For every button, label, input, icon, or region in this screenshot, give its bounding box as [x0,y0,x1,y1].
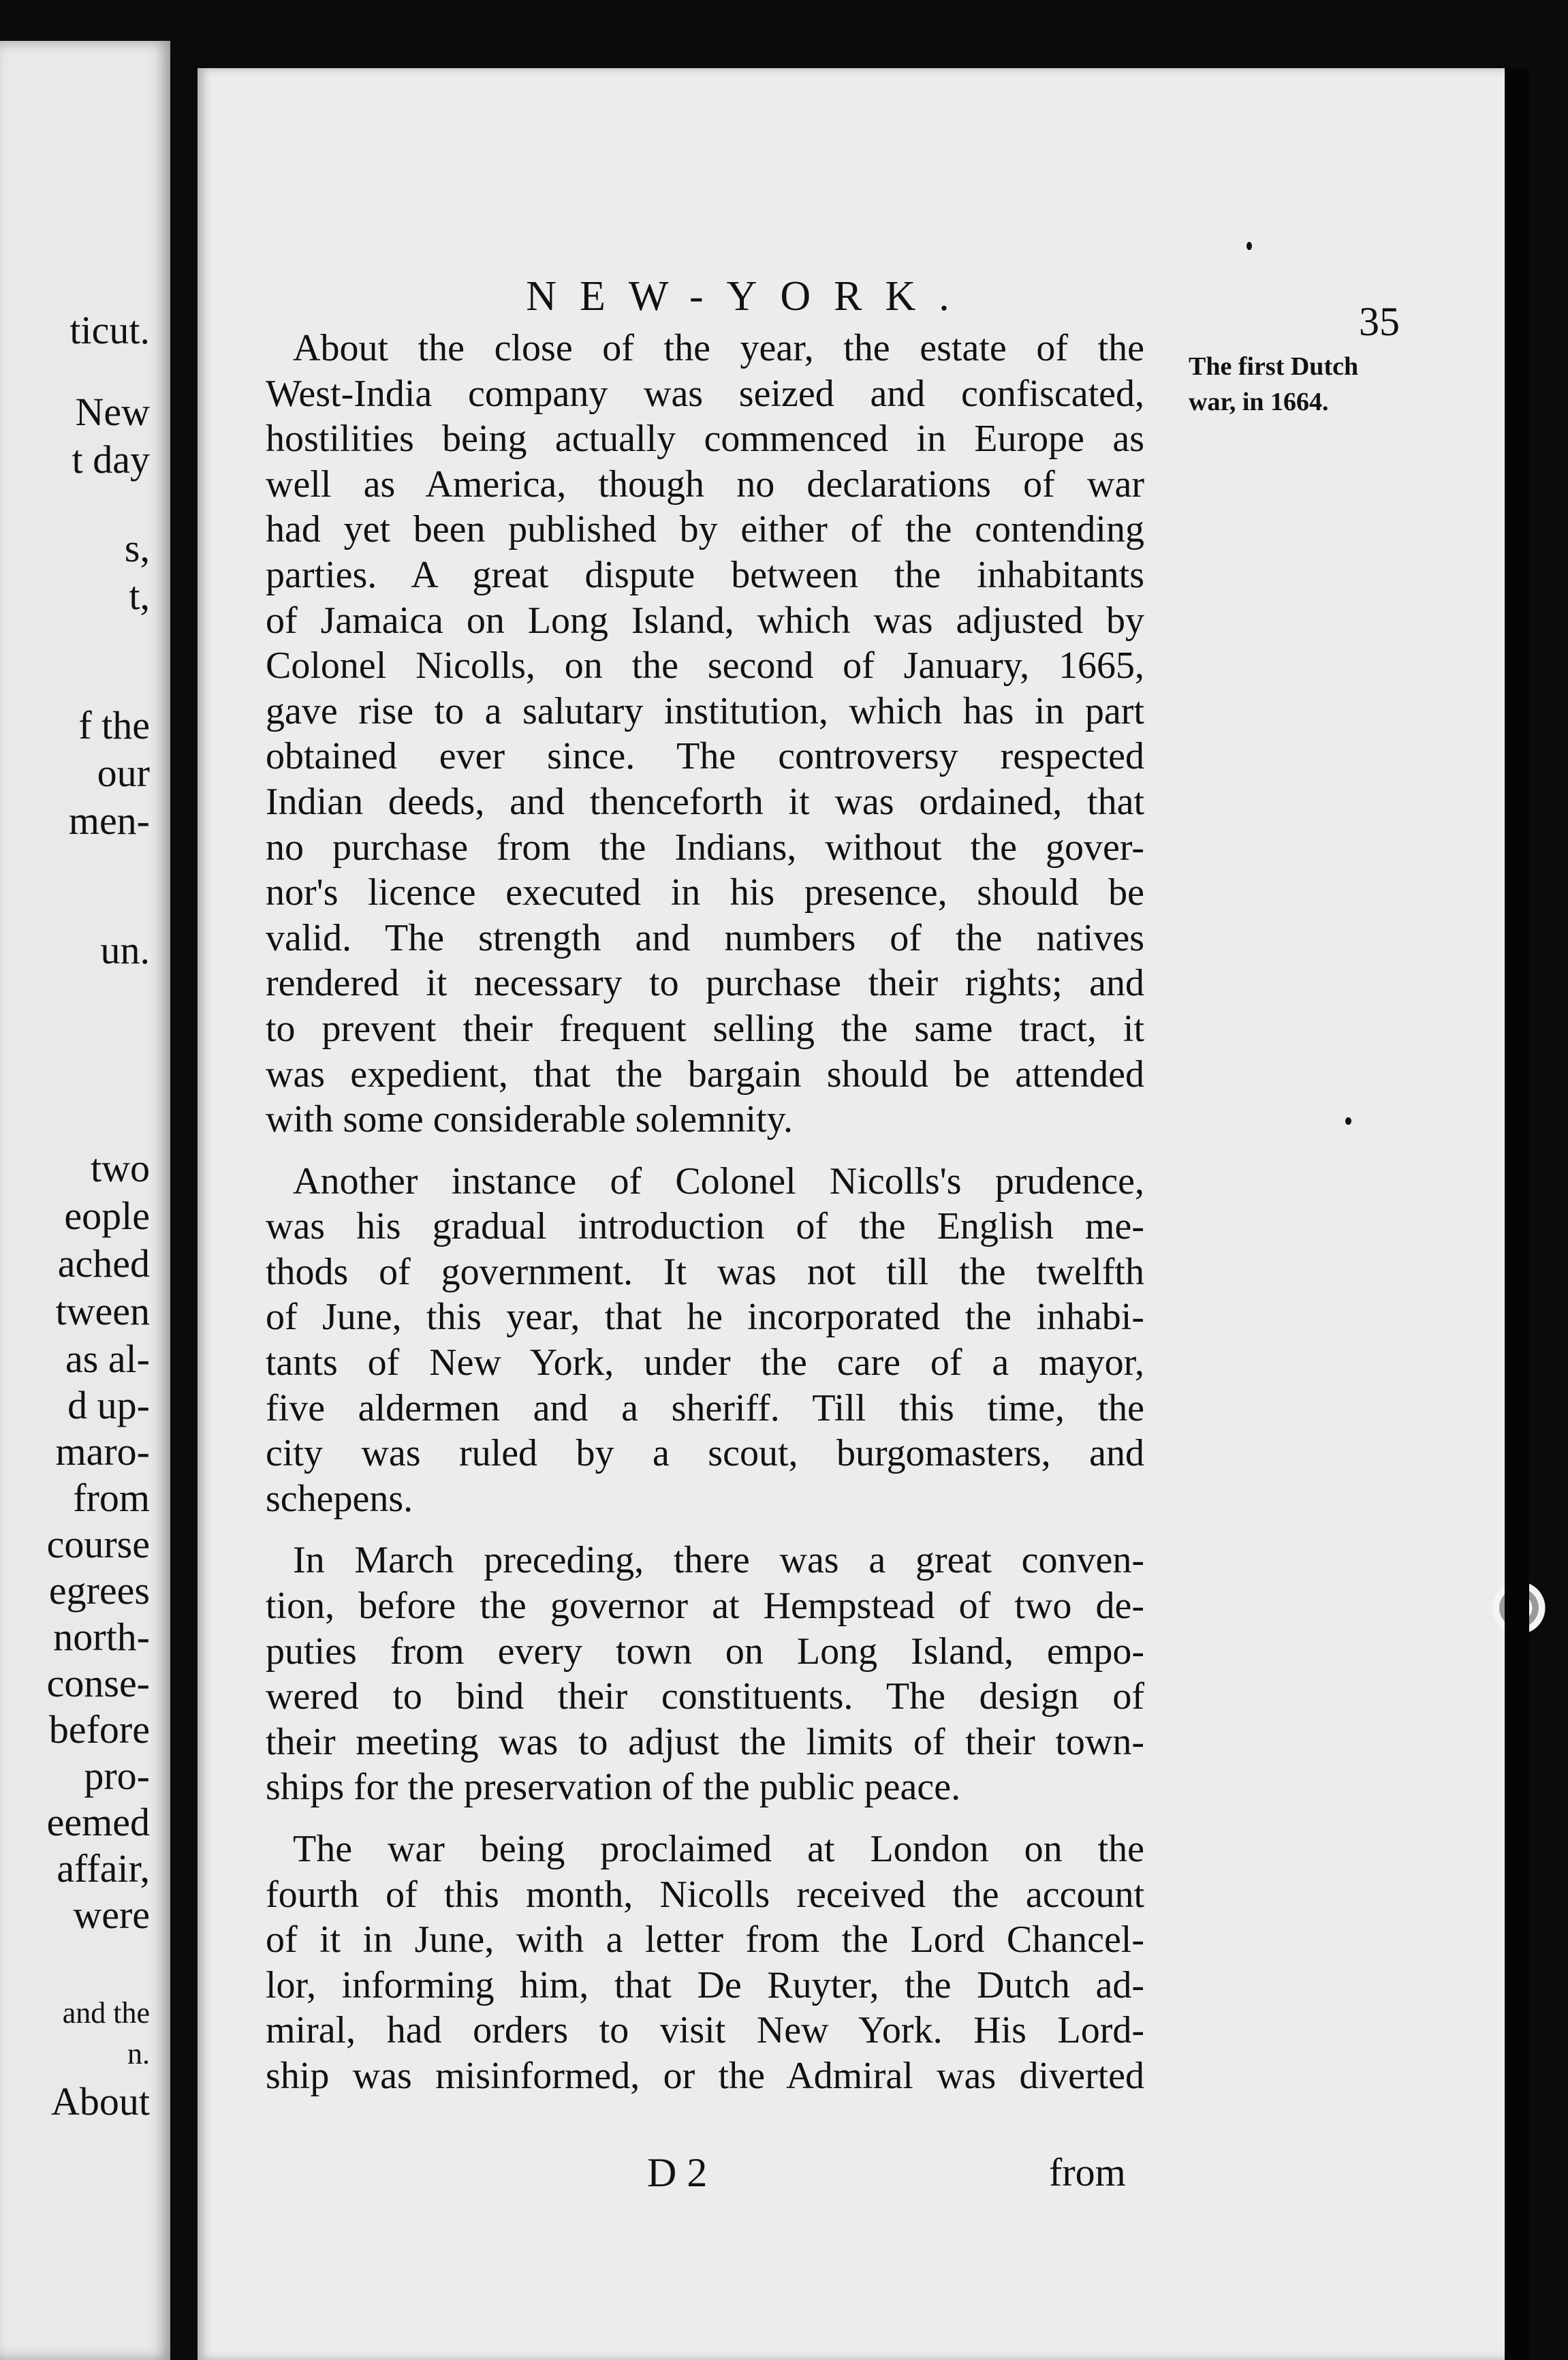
paragraph [266,1538,1144,1810]
facing-line: course [46,1522,150,1566]
text-line: ships for the preservation of the public peace. [266,1766,961,1809]
text-line: city was ruled by a scout, burgomasters, and [266,1432,1144,1475]
text-line: West-India company was seized and confiscated, [266,372,1144,415]
text-line: was expedient, that the bargain should be attended [266,1053,1144,1096]
facing-line: from [73,1476,150,1520]
text-line: Another instance of Colonel Nicolls's prudence, [293,1160,1144,1202]
catchword: from [1049,2150,1126,2194]
facing-line: and the [62,1996,150,2030]
facing-line: d up- [67,1383,150,1427]
facing-line: affair, [57,1846,150,1891]
facing-line: eople [64,1194,150,1238]
text-line: wered to bind their constituents. The design of [266,1675,1144,1718]
text-line: well as America, though no declarations of war [266,463,1144,506]
text-line: lor, informing him, that De Ruyter, the Dutch ad- [266,1963,1144,2006]
text-line: of it in June, with a letter from the Lord Chancel- [266,1919,1144,1961]
signature-mark: D 2 [647,2150,708,2195]
facing-line: ticut. [69,308,150,352]
text-line: to prevent their frequent selling the same tract, it [266,1007,1144,1050]
text-line: gave rise to a salutary institution, which has in part [266,689,1144,732]
text-line: tion, before the governor at Hempstead of two de- [266,1585,1144,1628]
ink-speck [1345,1117,1351,1125]
ink-speck [1246,242,1252,250]
facing-line: t day [72,437,150,482]
facing-line: About [51,2079,150,2124]
book-page [198,68,1529,2360]
paragraph [266,1827,1144,2099]
text-line: obtained ever since. The controversy respected [266,735,1144,778]
text-line: had yet been published by either of the contending [266,508,1144,551]
marginal-note-line: The first Dutch [1189,352,1359,381]
body-text [266,326,1144,2099]
text-line: with some considerable solemnity. [266,1098,793,1141]
marginal-note-line: war, in 1664. [1189,388,1329,416]
text-line: of Jamaica on Long Island, which was adjusted by [266,599,1144,642]
page-number: 35 [1359,299,1400,344]
text-line: thods of government. It was not till the twelfth [266,1250,1144,1293]
text-line: About the close of the year, the estate of the [293,327,1144,369]
text-line: hostilities being actually commenced in Europe as [266,418,1144,461]
text-line: puties from every town on Long Island, empo- [266,1630,1144,1673]
facing-line: n. [127,2037,150,2070]
text-line: rendered it necessary to purchase their rights; and [266,962,1144,1005]
page-edge-shadow [1505,68,1529,2360]
text-line: Indian deeds, and thenceforth it was ordained, that [266,780,1144,823]
text-line: miral, had orders to visit New York. His Lord- [266,2009,1144,2052]
text-line: parties. A great dispute between the inhabitants [266,553,1144,596]
facing-line: north- [53,1615,150,1659]
facing-line: two [91,1146,150,1190]
marginal-note [1189,349,1400,420]
facing-line: un. [100,928,150,972]
text-line: In March preceding, there was a great conven- [293,1539,1144,1582]
facing-line: maro- [55,1429,150,1474]
facing-line: egrees [48,1568,150,1613]
text-line: fourth of this month, Nicolls received the account [266,1873,1144,1916]
paragraph [266,326,1144,1143]
text-line: schepens. [266,1477,413,1520]
text-line: five aldermen and a sheriff. Till this time, the [266,1386,1144,1429]
paragraph [266,1159,1144,1522]
text-line: valid. The strength and numbers of the natives [266,916,1144,959]
facing-line: were [73,1893,150,1937]
facing-page [0,41,170,2360]
facing-line: as al- [65,1337,150,1381]
facing-line: t, [129,574,150,618]
facing-line: tween [55,1289,150,1333]
text-line: tants of New York, under the care of a mayor, [266,1341,1144,1384]
facing-line: s, [124,526,150,570]
text-line: nor's licence executed in his presence, should be [266,871,1144,914]
facing-line: men- [68,798,150,843]
text-line: their meeting was to adjust the limits of their town- [266,1720,1144,1763]
facing-line: f the [78,703,150,747]
facing-line: conse- [46,1661,150,1705]
text-line: was his gradual introduction of the English me- [266,1205,1144,1248]
running-head: NEW-YORK. [526,273,973,320]
facing-line: ached [57,1241,150,1286]
facing-line: New [75,390,150,434]
text-line: ship was misinformed, or the Admiral was diverted [266,2054,1144,2097]
facing-line: eemed [46,1800,150,1844]
text-line: The war being proclaimed at London on the [293,1828,1144,1870]
facing-line: our [97,751,150,795]
text-line: of June, this year, that he incorporated the inhabi- [266,1296,1144,1339]
facing-line: pro- [84,1754,150,1798]
text-line: Colonel Nicolls, on the second of January, 1665, [266,645,1144,687]
facing-line: before [48,1707,150,1752]
text-line: no purchase from the Indians, without the gover- [266,826,1144,869]
